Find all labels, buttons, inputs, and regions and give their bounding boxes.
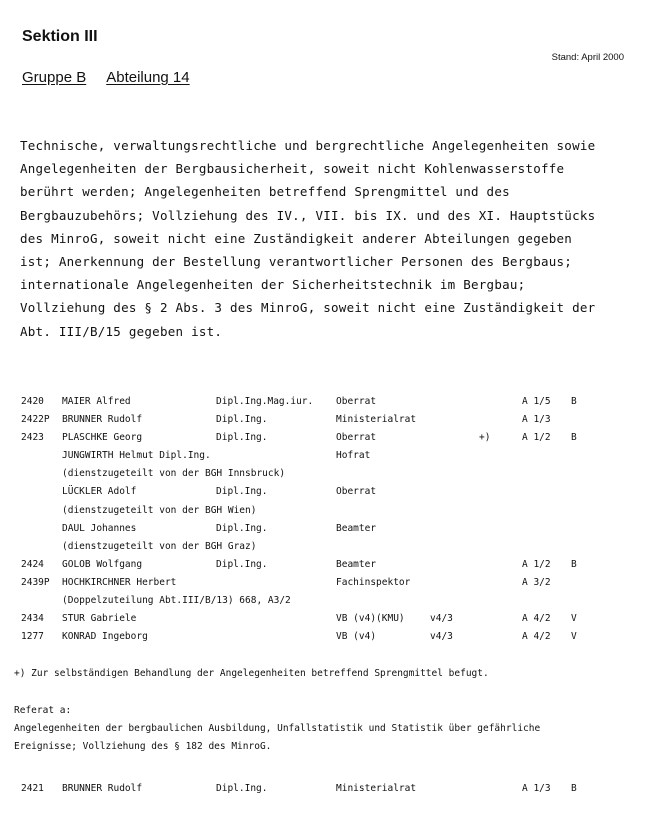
description-line: Technische, verwaltungsrechtliche und bergrechtliche Angelegenheiten sowie — [20, 138, 596, 153]
staff-role: Fachinspektor — [336, 576, 411, 588]
staff-grade: A 3/2 — [522, 576, 551, 588]
staff-role: VB (v4)(KMU) — [336, 613, 405, 625]
description-line: Angelegenheiten der Bergbausicherheit, soweit nicht Kohlenwasserstoffe — [20, 161, 565, 177]
staff-row — [0, 782, 654, 800]
staff-row — [0, 413, 654, 431]
staff-row — [0, 558, 654, 576]
staff-table — [0, 395, 654, 648]
staff-category: V — [571, 631, 577, 643]
staff-role: Oberrat — [336, 432, 377, 444]
staff-number: 1277 — [21, 631, 44, 643]
staff-mark: +) — [479, 432, 491, 444]
staff-row — [0, 594, 654, 612]
referat-heading: Referat a: — [14, 705, 72, 716]
staff-row — [0, 449, 654, 467]
staff-role: Ministerialrat — [336, 414, 417, 426]
department-label: Abteilung 14 — [106, 69, 190, 86]
staff-role: Oberrat — [336, 396, 377, 407]
staff-row — [0, 431, 654, 449]
staff-name: BRUNNER Rudolf — [62, 783, 143, 794]
staff-grade: A 1/3 — [522, 783, 551, 794]
staff-category: B — [571, 558, 577, 570]
group-label: Gruppe B — [22, 69, 87, 86]
staff-category: B — [571, 783, 577, 794]
footnote: +) Zur selbständigen Behandlung der Angelegenheiten betreffend Sprengmittel befugt. — [14, 668, 489, 679]
staff-role: Ministerialrat — [336, 783, 417, 794]
department-description — [20, 134, 630, 343]
staff-category: B — [571, 396, 577, 407]
staff-row — [0, 485, 654, 503]
staff-number: 2420 — [21, 396, 44, 407]
staff-category: V — [571, 613, 577, 625]
section-title: Sektion III — [22, 28, 98, 45]
staff-row — [0, 395, 654, 413]
staff-role: Hofrat — [336, 450, 371, 462]
staff-name: DAUL Johannes — [62, 522, 137, 534]
staff-grade: A 1/2 — [522, 432, 551, 444]
description-line: Abt. III/B/15 gegeben ist. — [20, 323, 223, 339]
staff-name: LÜCKLER Adolf — [62, 486, 137, 498]
staff-grade: A 1/5 — [522, 396, 551, 407]
staff-name: PLASCHKE Georg — [62, 432, 143, 444]
staff-grade: A 1/2 — [522, 558, 551, 570]
group-heading — [22, 69, 190, 86]
staff-row — [0, 540, 654, 558]
staff-number: 2422P — [21, 414, 50, 426]
staff-category: B — [571, 432, 577, 444]
staff-note: (dienstzugeteilt von der BGH Innsbruck) — [62, 468, 286, 480]
staff-note: (dienstzugeteilt von der BGH Wien) — [62, 504, 257, 516]
staff-note: (dienstzugeteilt von der BGH Graz) — [62, 540, 257, 552]
staff-row — [0, 576, 654, 594]
staff-grade: A 1/3 — [522, 414, 551, 426]
staff-row — [0, 467, 654, 485]
staff-role: Beamter — [336, 522, 377, 534]
staff-row — [0, 504, 654, 522]
staff-title: Dipl.Ing. — [216, 522, 268, 534]
staff-row — [0, 522, 654, 540]
staff-title: Dipl.Ing. — [216, 783, 268, 794]
description-line: Bergbauzubehörs; Vollziehung des IV., VII. bis IX. und des XI. Hauptstücks — [20, 207, 596, 223]
referat-section — [14, 703, 540, 757]
staff-row — [0, 612, 654, 630]
staff-grade: A 4/2 — [522, 613, 551, 625]
staff-name: JUNGWIRTH Helmut Dipl.Ing. — [62, 450, 211, 462]
stand-date: Stand: April 2000 — [551, 52, 624, 63]
description-line: des MinroG, soweit nicht eine Zuständigkeit anderer Abteilungen gegeben — [20, 230, 573, 246]
referat-line: Angelegenheiten der bergbaulichen Ausbildung, Unfallstatistik und Statistik über gefährliche — [14, 723, 541, 734]
staff-role: VB (v4) — [336, 631, 377, 643]
staff-title: Dipl.Ing. — [216, 486, 268, 498]
staff-title: Dipl.Ing. — [216, 432, 268, 444]
staff-number: 2434 — [21, 613, 44, 625]
staff-name: KONRAD Ingeborg — [62, 631, 148, 643]
staff-name: HOCHKIRCHNER Herbert — [62, 576, 177, 588]
staff-name: MAIER Alfred — [62, 396, 131, 407]
staff-title: Dipl.Ing.Mag.iur. — [216, 396, 314, 407]
description-line: berührt werden; Angelegenheiten betreffend Sprengmittel und des — [20, 184, 510, 200]
staff-row — [0, 630, 654, 648]
staff-note: (Doppelzuteilung Abt.III/B/13) 668, A3/2 — [62, 595, 291, 607]
staff-role: Oberrat — [336, 486, 377, 498]
staff-number: 2423 — [21, 432, 44, 444]
referat-line: Ereignisse; Vollziehung des § 182 des MinroG. — [14, 741, 272, 752]
description-line: internationale Angelegenheiten der Sicherheitstechnik im Bergbau; — [20, 277, 526, 293]
staff-class: v4/3 — [430, 631, 453, 643]
description-line: Vollziehung des § 2 Abs. 3 des MinroG, soweit nicht eine Zuständigkeit der — [20, 300, 596, 316]
staff-number: 2424 — [21, 558, 44, 570]
staff-name: GOLOB Wolfgang — [62, 558, 143, 570]
staff-class: v4/3 — [430, 613, 453, 625]
staff-role: Beamter — [336, 558, 377, 570]
staff-name: STUR Gabriele — [62, 613, 137, 625]
staff-name: BRUNNER Rudolf — [62, 414, 143, 426]
description-line: ist; Anerkennung der Bestellung verantwortlicher Personen des Bergbaus; — [20, 253, 573, 269]
staff-number: 2421 — [21, 783, 44, 794]
staff-number: 2439P — [21, 576, 50, 588]
staff-grade: A 4/2 — [522, 631, 551, 643]
referat-staff-table — [0, 782, 654, 800]
staff-title: Dipl.Ing. — [216, 414, 268, 426]
staff-title: Dipl.Ing. — [216, 558, 268, 570]
